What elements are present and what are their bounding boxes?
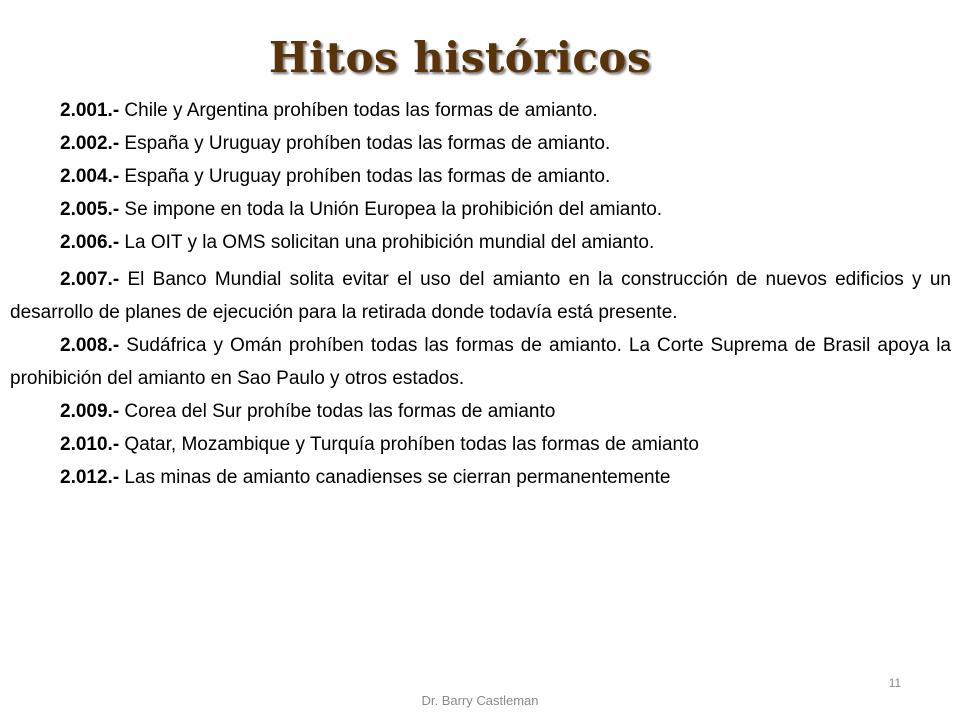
timeline-entry bbox=[10, 160, 951, 193]
entry-text: La OIT y la OMS solicitan una prohibición mundial del amianto. bbox=[119, 232, 655, 253]
entry-year: 2.002.- bbox=[60, 133, 120, 154]
entry-text: Chile y Argentina prohíben todas las formas de amianto. bbox=[119, 100, 598, 121]
slide-title: Hitos históricos bbox=[268, 33, 652, 82]
entry-year: 2.010.- bbox=[60, 434, 120, 455]
entry-text: Qatar, Mozambique y Turquía prohíben todas las formas de amianto bbox=[119, 434, 699, 455]
page-number: 11 bbox=[888, 676, 902, 690]
entry-year: 2.009.- bbox=[60, 401, 120, 422]
entry-year: 2.005.- bbox=[60, 199, 120, 220]
timeline-entry bbox=[10, 263, 951, 329]
entry-text: Sudáfrica y Omán prohíben todas las formas de amianto. La Corte Suprema de Brasil apoya la prohibición del amianto en Sao Paulo y otros estados. bbox=[10, 335, 951, 389]
entry-text: España y Uruguay prohíben todas las formas de amianto. bbox=[119, 166, 611, 187]
entry-year: 2.006.- bbox=[60, 232, 120, 253]
entry-year: 2.004.- bbox=[60, 166, 120, 187]
entry-text: El Banco Mundial solita evitar el uso del amianto en la construcción de nuevos edificios y un desarrollo de planes de ejecución para la retirada donde todavía está presente. bbox=[10, 269, 951, 323]
entry-year: 2.008.- bbox=[60, 335, 120, 356]
entry-text: Se impone en toda la Unión Europea la prohibición del amianto. bbox=[119, 199, 663, 220]
entry-text: España y Uruguay prohíben todas las formas de amianto. bbox=[119, 133, 611, 154]
entry-text: Las minas de amianto canadienses se cierran permanentemente bbox=[119, 467, 671, 488]
timeline-entry bbox=[10, 94, 951, 127]
timeline-entry bbox=[10, 428, 951, 461]
timeline-entry bbox=[10, 395, 951, 428]
timeline-entry bbox=[10, 193, 951, 226]
timeline-entry bbox=[10, 329, 951, 395]
entry-year: 2.012.- bbox=[60, 467, 120, 488]
timeline-entry bbox=[10, 127, 951, 160]
timeline-entry bbox=[10, 226, 951, 259]
timeline-list bbox=[10, 94, 951, 494]
entry-text: Corea del Sur prohíbe todas las formas de amianto bbox=[119, 401, 556, 422]
entry-year: 2.007.- bbox=[60, 269, 120, 290]
entry-year: 2.001.- bbox=[60, 100, 120, 121]
timeline-entry bbox=[10, 461, 951, 494]
footer-author: Dr. Barry Castleman bbox=[421, 693, 539, 708]
